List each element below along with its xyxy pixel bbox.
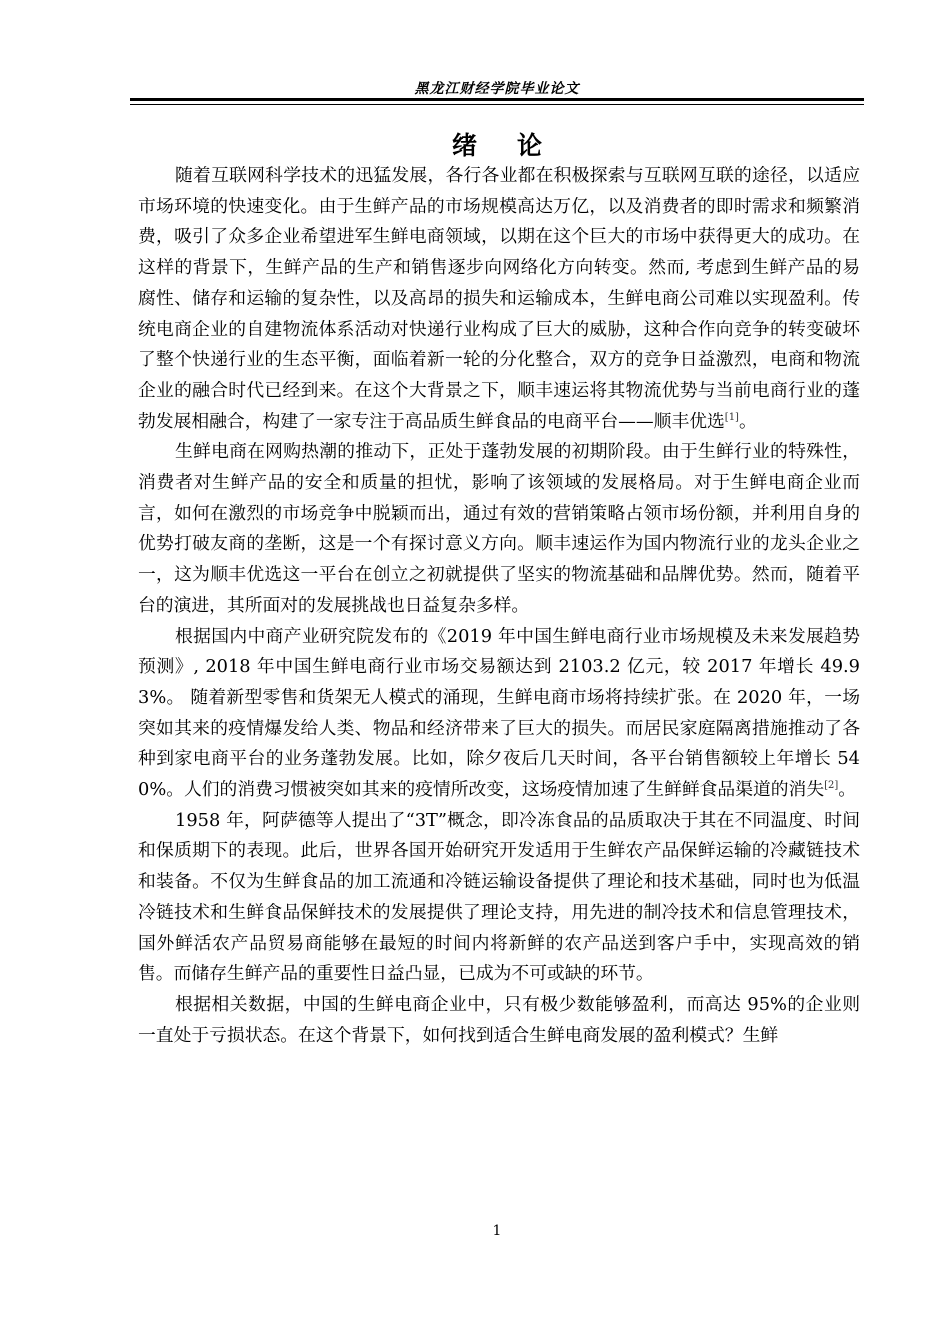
header-rule-thick [130, 98, 864, 101]
citation: [1] [724, 411, 739, 423]
citation: [2] [824, 780, 839, 792]
header-rule-thin [130, 104, 864, 105]
page-number: 1 [492, 1223, 502, 1239]
paragraph: 随着互联网科学技术的迅猛发展，各行各业都在积极探索与互联网互联的途径，以适应市场环境的快速变化。由于生鲜产品的市场规模高达万亿，以及消费者的即时需求和频繁消费，吸引了众多企业希望进军生鲜电商领域，以期在这个巨大的市场中获得更大的成功。在这样的背景下，生鲜产品的生产和销售逐步向网络化方向转变。然而, 考虑到生鲜产品的易腐性、储存和运输的复杂性，以及高昂的损失和运输成本，生鲜电商公司难以实现盈利。传统电商企业的自建物流体系活动对快递行业构成了巨大的威胁，这种合作向竞争的转变破坏了整个快递行业的生态平衡，面临着新一轮的分化整合，双方的竞争日益激烈，电商和物流企业的融合时代已经到来。在这个大背景之下，顺丰速运将其物流优势与当前电商行业的蓬勃发展相融合，构建了一家专注于高品质生鲜食品的电商平台——顺丰优选[1]。 [138, 165, 860, 432]
paragraph: 根据相关数据，中国的生鲜电商企业中，只有极少数能够盈利，而高达 95%的企业则一直处于亏损状态。在这个背景下，如何找到适合生鲜电商发展的盈利模式？生鲜 [138, 993, 860, 1046]
paragraph: 生鲜电商在网购热潮的推动下，正处于蓬勃发展的初期阶段。由于生鲜行业的特殊性，消费者对生鲜产品的安全和质量的担忧，影响了该领域的发展格局。对于生鲜电商企业而言，如何在激烈的市场竞争中脱颖而出，通过有效的营销策略占领市场份额，并利用自身的优势打破友商的垄断，这是一个有探讨意义方向。顺丰速运作为国内物流行业的龙头企业之一，这为顺丰优选这一平台在创立之初就提供了坚实的物流基础和品牌优势。然而，随着平台的演进，其所面对的发展挑战也日益复杂多样。 [138, 441, 860, 616]
paragraph: 1958 年，阿萨德等人提出了“3T”概念，即冷冻食品的品质取决于其在不同温度、时间和保质期下的表现。此后，世界各国开始研究开发适用于生鲜农产品保鲜运输的冷藏链技术和装备。不仅为生鲜食品的加工流通和冷链运输设备提供了理论和技术基础，同时也为低温冷链技术和生鲜食品保鲜技术的发展提供了理论支持，用先进的制冷技术和信息管理技术，国外鲜活农产品贸易商能够在最短的时间内将新鲜的农产品送到客户手中，实现高效的销售。而储存生鲜产品的重要性日益凸显，已成为不可或缺的环节。 [138, 809, 860, 985]
running-header: 黑龙江财经学院毕业论文 [414, 81, 580, 97]
section-title: 绪论 [451, 131, 582, 160]
body-text [138, 161, 860, 1051]
paragraph: 根据国内中商产业研究院发布的《2019 年中国生鲜电商行业市场规模及未来发展趋势预测》, 2018 年中国生鲜电商行业市场交易额达到 2103.2 亿元，较 2017 年增长 49.93%。 随着新型零售和货架无人模式的涌现，生鲜电商市场将持续扩张。在 2020 年，一场突如其来的疫情爆发给人类、物品和经济带来了巨大的损失。而居民家庭隔离措施推动了各种到家电商平台的业务蓬勃发展。比如，除夕夜后几天时间，各平台销售额较上年增长 540%。人们的消费习惯被突如其来的疫情所改变，这场疫情加速了生鲜鲜食品渠道的消失[2]。 [138, 625, 860, 801]
